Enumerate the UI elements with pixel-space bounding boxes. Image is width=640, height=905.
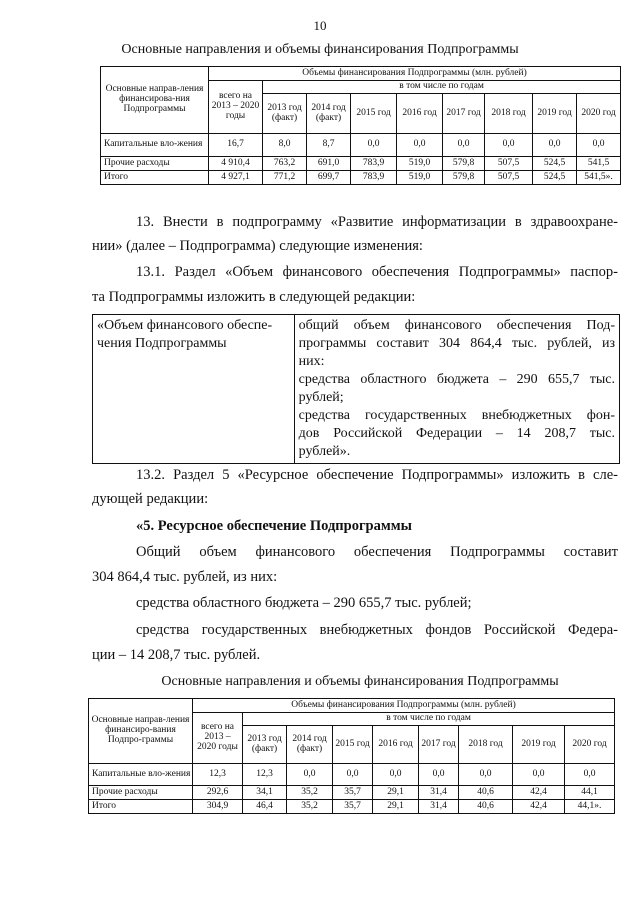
table-row [89, 764, 615, 786]
table2 [88, 698, 615, 814]
table-cell: 0,0 [443, 134, 485, 157]
item13-2-line2: дующей редакции: [92, 491, 209, 507]
table-cell: 0,0 [533, 134, 577, 157]
table-cell: 541,5 [577, 157, 621, 171]
table-cell: 699,7 [307, 171, 351, 185]
row-label: Итого [101, 171, 209, 185]
table-cell: 0,0 [565, 764, 615, 786]
table-cell: 0,0 [373, 764, 419, 786]
table-cell: 31,4 [419, 786, 459, 800]
table2-year-header: 2016 год [373, 726, 419, 764]
table1 [100, 66, 621, 185]
passport-right-line: программы составит 304 864,4 тыс. рублей, из [298, 336, 615, 351]
table-cell: 541,5». [577, 171, 621, 185]
table-cell: 0,0 [577, 134, 621, 157]
table-cell: 40,6 [459, 800, 513, 814]
item13-2-line1: 13.2. Раздел 5 «Ресурсное обеспечение Подпрограммы» изложить в сле- [136, 467, 618, 483]
passport-left-line: чения Подпрограммы [97, 336, 227, 351]
table-cell: 579,8 [443, 171, 485, 185]
table-cell: 35,2 [287, 800, 333, 814]
table1-year-header: 2013 год (факт) [263, 94, 307, 134]
table2-year-header: 2017 год [419, 726, 459, 764]
table1-col-total: всего на 2013 – 2020 годы [209, 81, 263, 134]
item13-1-line1: 13.1. Раздел «Объем финансового обеспечения Подпрограммы» паспор- [136, 264, 618, 280]
table2-year-header: 2020 год [565, 726, 615, 764]
table2-year-header: 2014 год (факт) [287, 726, 333, 764]
table1-year-header: 2019 год [533, 94, 577, 134]
section5-p3-line2: ции – 14 208,7 тыс. рублей. [92, 647, 261, 663]
table2-col-by-years: в том числе по годам [243, 713, 615, 726]
table-cell: 0,0 [351, 134, 397, 157]
table-row [101, 157, 621, 171]
table1-year-header: 2020 год [577, 94, 621, 134]
table-row [101, 171, 621, 185]
section5-p2: средства областного бюджета – 290 655,7 тыс. рублей; [136, 595, 472, 611]
table-cell: 8,7 [307, 134, 351, 157]
table-cell: 524,5 [533, 171, 577, 185]
table1-year-header: 2017 год [443, 94, 485, 134]
section5-p3-line1: средства государственных внебюджетных фондов Российской Федера- [136, 622, 618, 638]
table-cell: 4 927,1 [209, 171, 263, 185]
table-cell: 519,0 [397, 171, 443, 185]
table2-year-header: 2015 год [333, 726, 373, 764]
table-cell: 579,8 [443, 157, 485, 171]
table-cell: 29,1 [373, 800, 419, 814]
table2-year-header: 2013 год (факт) [243, 726, 287, 764]
table-cell: 44,1 [565, 786, 615, 800]
table-cell: 16,7 [209, 134, 263, 157]
item13-line1: 13. Внести в подпрограмму «Развитие информатизации в здравоохране- [136, 214, 618, 230]
table-cell: 783,9 [351, 171, 397, 185]
table1-col-volumes: Объемы финансирования Подпрограммы (млн. рублей) [209, 67, 621, 81]
table-cell: 304,9 [193, 800, 243, 814]
table-cell: 40,6 [459, 786, 513, 800]
table-cell: 0,0 [419, 764, 459, 786]
row-label: Итого [89, 800, 193, 814]
passport-table [92, 314, 620, 464]
table-cell: 0,0 [333, 764, 373, 786]
table-cell: 519,0 [397, 157, 443, 171]
table-cell: 35,2 [287, 786, 333, 800]
item13-1-line2: та Подпрограммы изложить в следующей редакции: [92, 289, 416, 305]
table-cell: 691,0 [307, 157, 351, 171]
table-cell: 0,0 [397, 134, 443, 157]
table1-year-header: 2016 год [397, 94, 443, 134]
table-cell: 12,3 [193, 764, 243, 786]
table-cell: 507,5 [485, 171, 533, 185]
table-row [89, 786, 615, 800]
table-cell: 0,0 [513, 764, 565, 786]
passport-right-line: них: [298, 354, 325, 369]
table2-caption: Основные направления и объемы финансирования Подпрограммы [161, 674, 559, 689]
table1-col-by-years: в том числе по годам [263, 81, 621, 94]
table-row [101, 134, 621, 157]
table-cell: 763,2 [263, 157, 307, 171]
table-cell: 4 910,4 [209, 157, 263, 171]
table-cell: 35,7 [333, 786, 373, 800]
passport-right-line: общий объем финансового обеспечения Под- [298, 318, 615, 333]
table-cell: 524,5 [533, 157, 577, 171]
row-label: Капитальные вло-жения [89, 764, 193, 786]
passport-left-line: «Объем финансового обеспе- [97, 318, 273, 333]
table1-col-direction: Основные направ-ления финансирова-ния Подпрограммы [101, 67, 209, 134]
table1-caption: Основные направления и объемы финансирования Подпрограммы [121, 42, 519, 57]
table2-year-header: 2019 год [513, 726, 565, 764]
table-cell: 35,7 [333, 800, 373, 814]
table1-year-header: 2018 год [485, 94, 533, 134]
table-cell: 0,0 [287, 764, 333, 786]
passport-right-line: средства областного бюджета – 290 655,7 тыс. [298, 372, 615, 387]
table-cell: 292,6 [193, 786, 243, 800]
table2-col-volumes: Объемы финансирования Подпрограммы (млн. рублей) [193, 699, 615, 713]
passport-right-line: рублей». [298, 444, 351, 459]
passport-left-cell [93, 315, 295, 464]
table-cell: 8,0 [263, 134, 307, 157]
page-number: 10 [313, 18, 327, 33]
table-cell: 0,0 [485, 134, 533, 157]
passport-right-line: дов Российской Федерации – 14 208,7 тыс. [298, 426, 615, 441]
table-cell: 783,9 [351, 157, 397, 171]
passport-right-line: рублей; [298, 390, 344, 405]
table-cell: 31,4 [419, 800, 459, 814]
row-label: Капитальные вло-жения [101, 134, 209, 157]
table2-col-direction: Основные направ-ления финансиро-вания Подпро-граммы [89, 699, 193, 764]
table-cell: 44,1». [565, 800, 615, 814]
table-cell: 42,4 [513, 800, 565, 814]
table1-year-header: 2014 год (факт) [307, 94, 351, 134]
section5-p1-line1: Общий объем финансового обеспечения Подпрограммы составит [136, 544, 618, 560]
row-label: Прочие расходы [89, 786, 193, 800]
table-cell: 0,0 [459, 764, 513, 786]
section5-heading: «5. Ресурсное обеспечение Подпрограммы [136, 518, 412, 534]
table-row [89, 800, 615, 814]
table2-year-header: 2018 год [459, 726, 513, 764]
table-cell: 34,1 [243, 786, 287, 800]
item13-line2: нии» (далее – Подпрограмма) следующие изменения: [92, 238, 423, 254]
section5-p1-line2: 304 864,4 тыс. рублей, из них: [92, 569, 278, 585]
passport-right-line: средства государственных внебюджетных фон- [298, 408, 615, 423]
table-cell: 771,2 [263, 171, 307, 185]
passport-right-cell [294, 315, 619, 464]
table-cell: 42,4 [513, 786, 565, 800]
table-cell: 46,4 [243, 800, 287, 814]
table-cell: 12,3 [243, 764, 287, 786]
row-label: Прочие расходы [101, 157, 209, 171]
table-cell: 29,1 [373, 786, 419, 800]
table2-col-total: всего на 2013 – 2020 годы [193, 713, 243, 764]
table1-year-header: 2015 год [351, 94, 397, 134]
table-cell: 507,5 [485, 157, 533, 171]
